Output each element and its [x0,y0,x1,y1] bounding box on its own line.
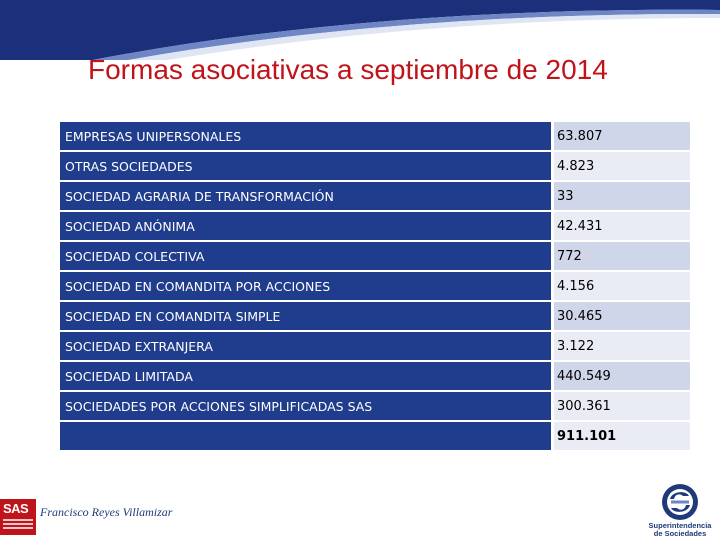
table-row [60,362,690,392]
table-row [60,392,690,422]
row-value: 772 [554,242,690,272]
row-value: 4.823 [554,152,690,182]
page-title: Formas asociativas a septiembre de 2014 [88,54,608,85]
table-row [60,182,690,212]
total-value: 911.101 [554,422,690,452]
row-name: EMPRESAS UNIPERSONALES [60,122,554,152]
table-row [60,332,690,362]
row-name: SOCIEDAD AGRARIA DE TRANSFORMACIÓN [60,182,554,212]
forms-table [60,122,690,452]
supersociedades-emblem-icon [658,482,702,522]
total-row [60,422,690,452]
row-name: SOCIEDAD ANÓNIMA [60,212,554,242]
row-name: OTRAS SOCIEDADES [60,152,554,182]
total-label [60,422,554,452]
row-name: SOCIEDAD EN COMANDITA SIMPLE [60,302,554,332]
table-row [60,302,690,332]
row-name: SOCIEDAD EN COMANDITA POR ACCIONES [60,272,554,302]
row-name: SOCIEDADES POR ACCIONES SIMPLIFICADAS SAS [60,392,554,422]
row-name: SOCIEDAD LIMITADA [60,362,554,392]
row-value: 3.122 [554,332,690,362]
row-name: SOCIEDAD COLECTIVA [60,242,554,272]
supersociedades-logo [640,482,720,540]
table-row [60,242,690,272]
row-name: SOCIEDAD EXTRANJERA [60,332,554,362]
row-value: 63.807 [554,122,690,152]
table-row [60,212,690,242]
header-swoosh [0,0,720,60]
table-row [60,272,690,302]
table-row [60,122,690,152]
row-value: 30.465 [554,302,690,332]
row-value: 42.431 [554,212,690,242]
row-value: 300.361 [554,392,690,422]
author-name: Francisco Reyes Villamizar [40,505,173,519]
row-value: 4.156 [554,272,690,302]
sas-logo-lines [3,519,33,531]
row-value: 440.549 [554,362,690,392]
row-value: 33 [554,182,690,212]
table-row [60,152,690,182]
sas-logo-text: SAS [3,501,29,516]
supersociedades-line1: Superintendencia [648,521,712,530]
supersociedades-line2: de Sociedades [653,529,707,538]
sas-logo [0,499,36,535]
